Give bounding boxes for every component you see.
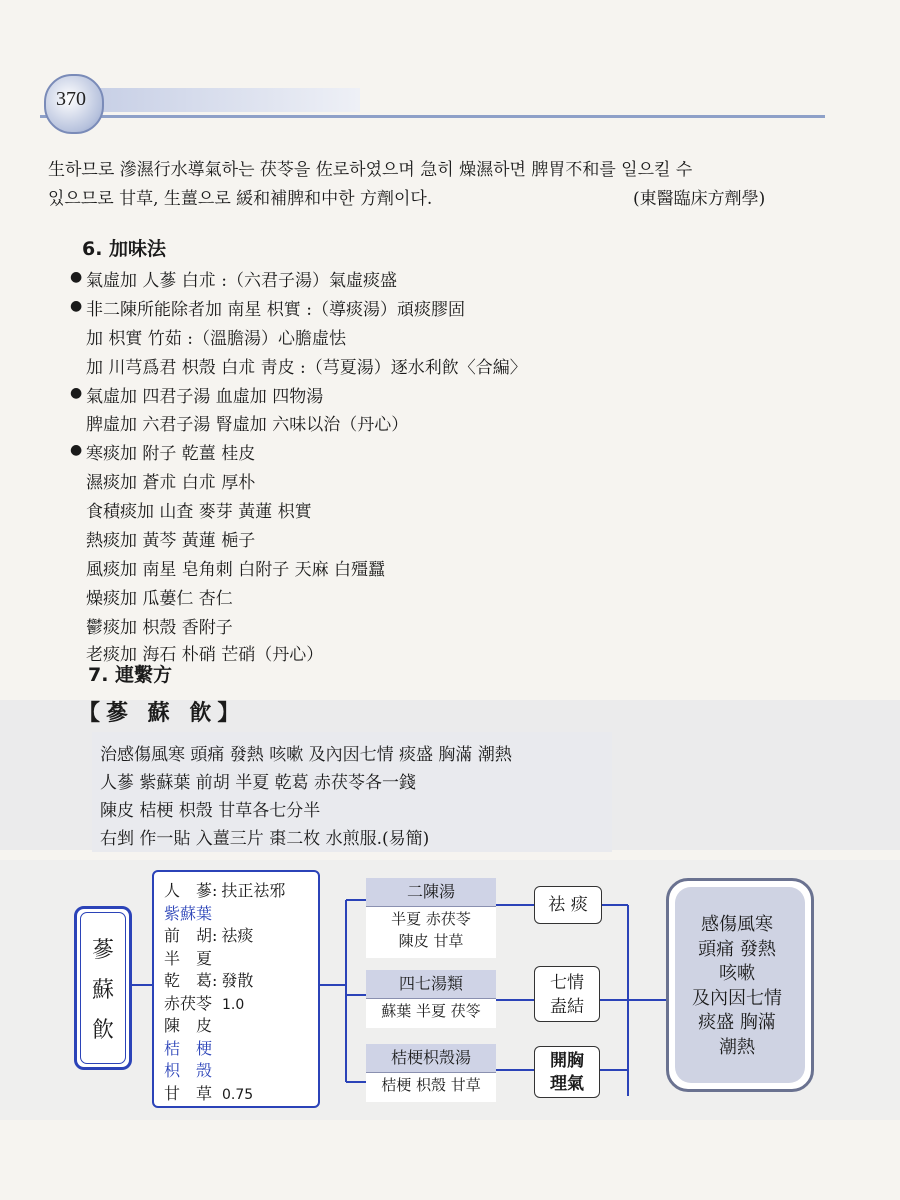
formula-char-2: 蘇 [91,978,114,1003]
modification-item: 非二陳所能除者加 南星 枳實 :（導痰湯）頑痰膠固 [86,300,465,320]
herb-name: 甘 草 [164,1083,213,1103]
action-box-2 [534,966,600,1022]
modification-item: 氣虛加 人蔘 白朮 :（六君子湯）氣虛痰盛 [86,271,397,291]
formula-name: 【蔘 蘇 飮】 [78,700,246,726]
group-body-line-1: 半夏 赤茯苓 [391,910,471,928]
herb-row [164,1058,216,1081]
action-text-line-1: 開胸 [550,1051,584,1071]
action-text-line-2: 理氣 [550,1074,584,1094]
group-body [366,908,496,952]
symptom-line: 及內因七情 [692,987,782,1009]
herb-row [164,923,253,946]
herb-row [164,901,216,924]
modification-item: 食積痰加 山査 麥芽 黃蓮 枳實 [86,502,312,522]
bullet-icon: ● [70,442,83,458]
modification-item: 鬱痰加 枳殼 香附子 [86,618,233,638]
herb-note: 扶正祛邪 [221,881,286,900]
modification-item: 氣虛加 四君子湯 血虛加 四物湯 [86,387,324,407]
modification-item: 濕痰加 蒼朮 白朮 厚朴 [86,473,256,493]
herb-note: 0.75 [222,1086,254,1103]
herb-name: 陳 皮 [164,1016,213,1035]
prescription-line-4: 右剉 作一貼 入薑三片 棗二枚 水煎服.(易簡) [100,829,430,849]
formula-char-3: 飮 [91,1018,114,1043]
action-box-1 [534,886,602,924]
group-box-jiegeng [366,1044,496,1102]
section-7-title: 7. 連繫方 [88,664,173,686]
connector-groups-actions [496,905,534,1070]
action-box-3 [534,1046,600,1098]
action-text: 祛 痰 [548,895,588,915]
bracket-actions [600,905,628,1096]
paragraph-line-2: 있으므로 甘草, 生薑으로 緩和補脾和中한 方劑이다. [48,189,433,209]
herb-note: 1.0 [222,996,245,1013]
herb-name: 紫蘇葉 [164,903,213,923]
prescription-line-3: 陳皮 桔梗 枳殼 甘草各七分半 [100,801,321,821]
modification-item: 加 枳實 竹茹 :（溫膽湯）心膽虛怯 [86,329,346,349]
modification-item: 熱痰加 黃芩 黃蓮 梔子 [86,531,256,551]
prescription-line-1: 治感傷風寒 頭痛 發熱 咳嗽 及內因七情 痰盛 胸滿 潮熱 [100,745,512,765]
group-title: 二陳湯 [366,878,496,907]
modification-item: 風痰加 南星 皂角刺 白附子 天麻 白殭蠶 [86,560,386,580]
bullet-icon: ● [70,298,83,314]
group-body [366,1074,496,1096]
herb-name: 乾 葛: [164,971,218,990]
bullet-icon: ● [70,269,83,285]
herb-row [164,946,216,969]
symptom-line: 潮熱 [719,1036,755,1058]
herb-name: 前 胡: [164,926,218,945]
modification-item: 寒痰加 附子 乾薑 桂皮 [86,444,256,464]
section-6-title: 6. 加味法 [82,238,167,260]
group-body-line-1: 桔梗 枳殼 甘草 [381,1076,481,1094]
paragraph-line-1: 生하므로 滲濕行水導氣하는 茯苓을 佐로하였으며 急히 燥濕하면 脾胃不和를 일으킬 수 [48,160,693,180]
herb-note: 祛痰 [221,926,254,945]
bracket-group-ticks [346,900,366,1082]
herb-name: 半 夏 [164,948,213,968]
modification-item: 脾虛加 六君子湯 腎虛加 六味以治（丹心） [86,415,409,435]
modification-item: 燥痰加 瓜蔞仁 杏仁 [86,589,233,609]
paragraph-source: (東醫臨床方劑學) [633,189,766,209]
group-box-siqi [366,970,496,1028]
group-box-erchen [366,878,496,958]
formula-char-1: 蔘 [91,938,114,963]
group-body-line-1: 蘇葉 半夏 茯笭 [381,1002,481,1020]
symptom-line: 痰盛 胸滿 [698,1012,776,1033]
action-text-line-2: 盍結 [550,997,584,1017]
herb-row [164,968,253,991]
bullet-icon: ● [70,385,83,401]
diagram-formula-box [74,906,132,1070]
group-title: 桔梗枳殼湯 [366,1044,496,1073]
group-body [366,1000,496,1022]
herb-name: 桔 梗 [164,1038,213,1058]
herb-name: 枳 殼 [164,1061,213,1080]
symptom-line: 感傷風寒 [701,914,773,935]
herb-name: 赤茯苓 [164,993,213,1013]
herb-row [164,1013,216,1036]
herb-row [164,991,244,1014]
group-body-line-2: 陳皮 甘草 [398,932,464,950]
group-title: 四七湯類 [366,970,496,999]
herb-list-box [152,870,320,1108]
herb-note: 發散 [221,971,254,990]
herb-row [164,1036,216,1059]
herb-row [164,878,285,901]
prescription-line-2: 人蔘 紫蘇葉 前胡 半夏 乾葛 赤茯苓各一錢 [100,773,417,793]
herb-name: 人 蔘: [164,881,218,900]
symptom-line: 頭痛 發熱 [698,938,776,960]
herb-row [164,1081,253,1104]
modification-item: 老痰加 海石 朴硝 芒硝（丹心） [86,645,324,665]
symptom-line: 咳嗽 [719,963,755,984]
action-text-line-1: 七情 [550,973,584,993]
page-number: 370 [56,88,86,110]
modification-item: 加 川芎爲君 枳殼 白朮 靑皮 :（芎夏湯）逐水利飮〈合編〉 [86,358,527,378]
